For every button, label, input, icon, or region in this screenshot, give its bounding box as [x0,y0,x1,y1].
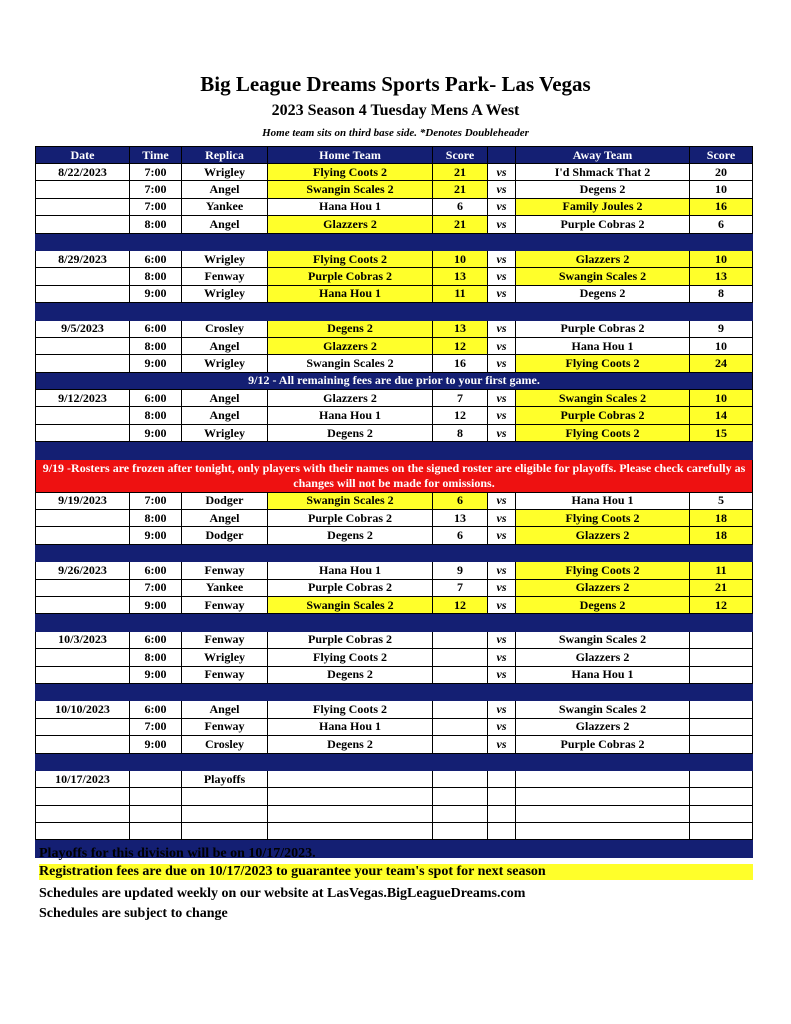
home-team-cell: Degens 2 [268,424,433,441]
date-cell: 9/26/2023 [36,562,130,579]
replica-cell: Fenway [182,268,268,285]
time-cell: 9:00 [130,666,182,683]
date-cell: 10/3/2023 [36,631,130,648]
home-team-cell: Swangin Scales 2 [268,181,433,198]
table-row [36,631,753,648]
date-cell: 9/12/2023 [36,390,130,407]
home-team-cell: Purple Cobras 2 [268,631,433,648]
away-team-cell: Glazzers 2 [516,718,690,735]
date-cell: 10/17/2023 [36,770,130,787]
away-score-cell: 24 [690,355,753,372]
home-team-cell: Degens 2 [268,320,433,337]
separator-row [36,442,753,459]
vs-cell: vs [488,320,516,337]
vs-cell [488,788,516,805]
home-team-cell: Purple Cobras 2 [268,579,433,596]
date-cell [36,666,130,683]
home-score-cell: 21 [433,164,488,181]
home-score-cell: 11 [433,285,488,302]
header-date: Date [36,147,130,164]
table-row [36,736,753,753]
table-row [36,596,753,613]
replica-cell: Angel [182,337,268,354]
home-team-cell: Flying Coots 2 [268,250,433,267]
home-score-cell: 16 [433,355,488,372]
vs-cell: vs [488,579,516,596]
date-cell [36,198,130,215]
table-row [36,216,753,233]
away-team-cell: Flying Coots 2 [516,562,690,579]
date-cell [36,510,130,527]
away-team-cell: Glazzers 2 [516,579,690,596]
home-score-cell [433,736,488,753]
home-score-cell: 13 [433,268,488,285]
table-row [36,718,753,735]
page-title: Big League Dreams Sports Park- Las Vegas [200,72,591,96]
home-team-cell: Purple Cobras 2 [268,268,433,285]
vs-cell: vs [488,736,516,753]
home-score-cell [433,718,488,735]
away-score-cell: 20 [690,164,753,181]
separator-cell [36,233,753,250]
away-score-cell [690,770,753,787]
schedule-table [35,146,753,858]
time-cell [130,805,182,822]
replica-cell: Wrigley [182,649,268,666]
replica-cell: Angel [182,181,268,198]
date-cell [36,181,130,198]
table-row [36,164,753,181]
table-row [36,250,753,267]
home-score-cell: 6 [433,492,488,509]
home-team-cell [268,788,433,805]
date-cell [36,337,130,354]
vs-cell: vs [488,510,516,527]
vs-cell: vs [488,718,516,735]
replica-cell: Fenway [182,718,268,735]
replica-cell: Angel [182,216,268,233]
vs-cell: vs [488,337,516,354]
table-row [36,510,753,527]
table-row [36,579,753,596]
vs-cell: vs [488,649,516,666]
away-team-cell: Swangin Scales 2 [516,390,690,407]
home-team-cell: Degens 2 [268,527,433,544]
away-score-cell [690,666,753,683]
away-score-cell: 12 [690,596,753,613]
away-team-cell: Degens 2 [516,181,690,198]
date-cell: 8/22/2023 [36,164,130,181]
home-score-cell: 10 [433,250,488,267]
replica-cell: Playoffs [182,770,268,787]
table-row [36,181,753,198]
time-cell: 9:00 [130,596,182,613]
away-team-cell [516,805,690,822]
away-team-cell: Purple Cobras 2 [516,407,690,424]
separator-cell [36,753,753,770]
away-team-cell: Glazzers 2 [516,250,690,267]
vs-cell: vs [488,355,516,372]
home-team-cell [268,805,433,822]
vs-cell: vs [488,390,516,407]
time-cell: 7:00 [130,164,182,181]
home-team-note: Home team sits on third base side. *Denotes Doubleheader [262,127,529,139]
time-cell: 7:00 [130,181,182,198]
table-row [36,562,753,579]
table-row [36,355,753,372]
away-score-cell: 18 [690,510,753,527]
vs-cell: vs [488,268,516,285]
away-score-cell: 8 [690,285,753,302]
home-team-cell: Hana Hou 1 [268,562,433,579]
table-row [36,492,753,509]
replica-cell: Dodger [182,527,268,544]
time-cell: 6:00 [130,390,182,407]
home-score-cell: 7 [433,390,488,407]
home-score-cell: 12 [433,596,488,613]
away-score-cell: 10 [690,250,753,267]
vs-cell: vs [488,596,516,613]
table-row [36,805,753,822]
home-score-cell [433,805,488,822]
date-cell [36,805,130,822]
replica-cell: Wrigley [182,250,268,267]
home-score-cell: 12 [433,407,488,424]
separator-row [36,233,753,250]
away-score-cell: 21 [690,579,753,596]
home-team-cell: Flying Coots 2 [268,164,433,181]
away-score-cell [690,788,753,805]
away-score-cell [690,701,753,718]
replica-cell: Wrigley [182,164,268,181]
away-team-cell: Hana Hou 1 [516,337,690,354]
header-away-team: Away Team [516,147,690,164]
table-row [36,198,753,215]
replica-cell: Angel [182,390,268,407]
time-cell: 7:00 [130,579,182,596]
away-team-cell: Purple Cobras 2 [516,736,690,753]
separator-row [36,544,753,561]
away-score-cell [690,805,753,822]
vs-cell: vs [488,562,516,579]
replica-cell: Fenway [182,666,268,683]
home-team-cell: Degens 2 [268,736,433,753]
away-score-cell: 15 [690,424,753,441]
footer-website-note: Schedules are updated weekly on our website at LasVegas.BigLeagueDreams.com [39,886,526,901]
date-cell: 10/10/2023 [36,701,130,718]
table-row [36,424,753,441]
away-score-cell: 5 [690,492,753,509]
away-team-cell: Hana Hou 1 [516,492,690,509]
time-cell: 7:00 [130,718,182,735]
date-cell [36,527,130,544]
replica-cell: Angel [182,701,268,718]
home-team-cell [268,770,433,787]
replica-cell: Fenway [182,631,268,648]
home-score-cell [433,823,488,840]
vs-cell: vs [488,424,516,441]
home-team-cell: Hana Hou 1 [268,285,433,302]
date-cell: 9/19/2023 [36,492,130,509]
replica-cell: Wrigley [182,355,268,372]
vs-cell: vs [488,701,516,718]
away-score-cell: 18 [690,527,753,544]
replica-cell: Wrigley [182,285,268,302]
vs-cell [488,823,516,840]
away-team-cell [516,823,690,840]
replica-cell: Crosley [182,320,268,337]
home-score-cell: 8 [433,424,488,441]
time-cell: 8:00 [130,510,182,527]
header-home-score: Score [433,147,488,164]
vs-cell: vs [488,666,516,683]
home-team-cell: Purple Cobras 2 [268,510,433,527]
table-row [36,320,753,337]
time-cell: 6:00 [130,250,182,267]
table-row [36,649,753,666]
time-cell [130,770,182,787]
away-team-cell: Purple Cobras 2 [516,320,690,337]
vs-cell: vs [488,631,516,648]
notice-row [36,372,753,389]
home-team-cell: Hana Hou 1 [268,198,433,215]
date-cell [36,596,130,613]
separator-cell [36,614,753,631]
home-team-cell: Hana Hou 1 [268,718,433,735]
home-score-cell [433,788,488,805]
away-score-cell [690,718,753,735]
away-team-cell: Swangin Scales 2 [516,701,690,718]
schedule-body [36,164,753,858]
away-score-cell [690,736,753,753]
away-team-cell: Glazzers 2 [516,527,690,544]
time-cell: 8:00 [130,337,182,354]
date-cell: 8/29/2023 [36,250,130,267]
date-cell: 9/5/2023 [36,320,130,337]
away-team-cell [516,788,690,805]
away-score-cell: 10 [690,181,753,198]
home-score-cell: 9 [433,562,488,579]
home-score-cell: 21 [433,181,488,198]
away-score-cell: 9 [690,320,753,337]
table-row [36,268,753,285]
home-team-cell: Swangin Scales 2 [268,492,433,509]
time-cell: 6:00 [130,631,182,648]
time-cell [130,823,182,840]
separator-row [36,303,753,320]
vs-cell: vs [488,164,516,181]
date-cell [36,268,130,285]
header-home-team: Home Team [268,147,433,164]
table-row [36,666,753,683]
replica-cell [182,805,268,822]
vs-cell: vs [488,198,516,215]
table-row [36,701,753,718]
away-team-cell: Flying Coots 2 [516,510,690,527]
header-vs [488,147,516,164]
vs-cell: vs [488,250,516,267]
away-team-cell: Degens 2 [516,596,690,613]
away-score-cell: 10 [690,337,753,354]
away-team-cell [516,770,690,787]
table-row [36,788,753,805]
separator-row [36,753,753,770]
away-score-cell: 13 [690,268,753,285]
home-team-cell: Flying Coots 2 [268,649,433,666]
away-score-cell: 14 [690,407,753,424]
table-row [36,527,753,544]
date-cell [36,355,130,372]
table-row [36,407,753,424]
footer-playoffs-note: Playoffs for this division will be on 10/17/2023. [39,846,316,861]
time-cell: 8:00 [130,649,182,666]
home-team-cell: Glazzers 2 [268,337,433,354]
header-replica: Replica [182,147,268,164]
date-cell [36,407,130,424]
away-team-cell: Purple Cobras 2 [516,216,690,233]
home-score-cell [433,631,488,648]
vs-cell [488,805,516,822]
separator-row [36,614,753,631]
vs-cell [488,770,516,787]
away-team-cell: Flying Coots 2 [516,424,690,441]
home-score-cell [433,701,488,718]
page-subtitle: 2023 Season 4 Tuesday Mens A West [271,102,520,119]
date-cell [36,823,130,840]
away-score-cell [690,649,753,666]
home-score-cell: 6 [433,527,488,544]
time-cell: 8:00 [130,407,182,424]
time-cell: 6:00 [130,320,182,337]
table-row [36,770,753,787]
time-cell: 9:00 [130,424,182,441]
time-cell: 9:00 [130,736,182,753]
away-team-cell: Family Joules 2 [516,198,690,215]
away-score-cell [690,823,753,840]
replica-cell: Angel [182,407,268,424]
home-score-cell: 21 [433,216,488,233]
home-score-cell: 6 [433,198,488,215]
separator-cell [36,303,753,320]
time-cell: 7:00 [130,492,182,509]
away-score-cell: 16 [690,198,753,215]
home-score-cell: 13 [433,320,488,337]
replica-cell: Fenway [182,596,268,613]
table-row [36,823,753,840]
time-cell [130,788,182,805]
replica-cell: Fenway [182,562,268,579]
date-cell [36,718,130,735]
vs-cell: vs [488,216,516,233]
replica-cell: Yankee [182,579,268,596]
date-cell [36,424,130,441]
table-row [36,390,753,407]
home-score-cell [433,770,488,787]
away-team-cell: Degens 2 [516,285,690,302]
home-score-cell [433,666,488,683]
away-team-cell: Glazzers 2 [516,649,690,666]
time-cell: 8:00 [130,268,182,285]
vs-cell: vs [488,492,516,509]
replica-cell [182,823,268,840]
home-team-cell: Swangin Scales 2 [268,596,433,613]
home-team-cell: Flying Coots 2 [268,701,433,718]
vs-cell: vs [488,285,516,302]
home-score-cell: 12 [433,337,488,354]
home-team-cell: Glazzers 2 [268,216,433,233]
time-cell: 6:00 [130,562,182,579]
table-row [36,285,753,302]
replica-cell: Dodger [182,492,268,509]
alert-row [36,459,753,492]
date-cell [36,285,130,302]
footer-registration-note: Registration fees are due on 10/17/2023 to guarantee your team's spot for next season [39,864,753,880]
date-cell [36,216,130,233]
home-score-cell: 7 [433,579,488,596]
time-cell: 7:00 [130,198,182,215]
away-score-cell [690,631,753,648]
replica-cell: Angel [182,510,268,527]
date-cell [36,649,130,666]
home-score-cell: 13 [433,510,488,527]
time-cell: 9:00 [130,527,182,544]
header-away-score: Score [690,147,753,164]
time-cell: 9:00 [130,285,182,302]
home-team-cell: Hana Hou 1 [268,407,433,424]
time-cell: 9:00 [130,355,182,372]
away-team-cell: Flying Coots 2 [516,355,690,372]
replica-cell: Crosley [182,736,268,753]
separator-cell [36,683,753,700]
away-team-cell: Hana Hou 1 [516,666,690,683]
replica-cell: Wrigley [182,424,268,441]
separator-cell [36,442,753,459]
away-team-cell: Swangin Scales 2 [516,268,690,285]
replica-cell [182,788,268,805]
away-score-cell: 10 [690,390,753,407]
alert-text: 9/19 -Rosters are frozen after tonight, only players with their names on the signed roster are eligible for playoffs. Please check carefully as changes will not be made for omissions. [36,459,753,492]
header-time: Time [130,147,182,164]
date-cell [36,788,130,805]
home-team-cell: Degens 2 [268,666,433,683]
notice-text: 9/12 - All remaining fees are due prior to your first game. [36,372,753,389]
home-team-cell [268,823,433,840]
separator-row [36,683,753,700]
vs-cell: vs [488,527,516,544]
footer-change-note: Schedules are subject to change [39,906,228,921]
table-header-row [36,147,753,164]
separator-cell [36,544,753,561]
away-score-cell: 11 [690,562,753,579]
replica-cell: Yankee [182,198,268,215]
home-score-cell [433,649,488,666]
away-team-cell: Swangin Scales 2 [516,631,690,648]
time-cell: 6:00 [130,701,182,718]
time-cell: 8:00 [130,216,182,233]
away-score-cell: 6 [690,216,753,233]
date-cell [36,736,130,753]
vs-cell: vs [488,181,516,198]
home-team-cell: Glazzers 2 [268,390,433,407]
home-team-cell: Swangin Scales 2 [268,355,433,372]
away-team-cell: I'd Shmack That 2 [516,164,690,181]
date-cell [36,579,130,596]
table-row [36,337,753,354]
vs-cell: vs [488,407,516,424]
